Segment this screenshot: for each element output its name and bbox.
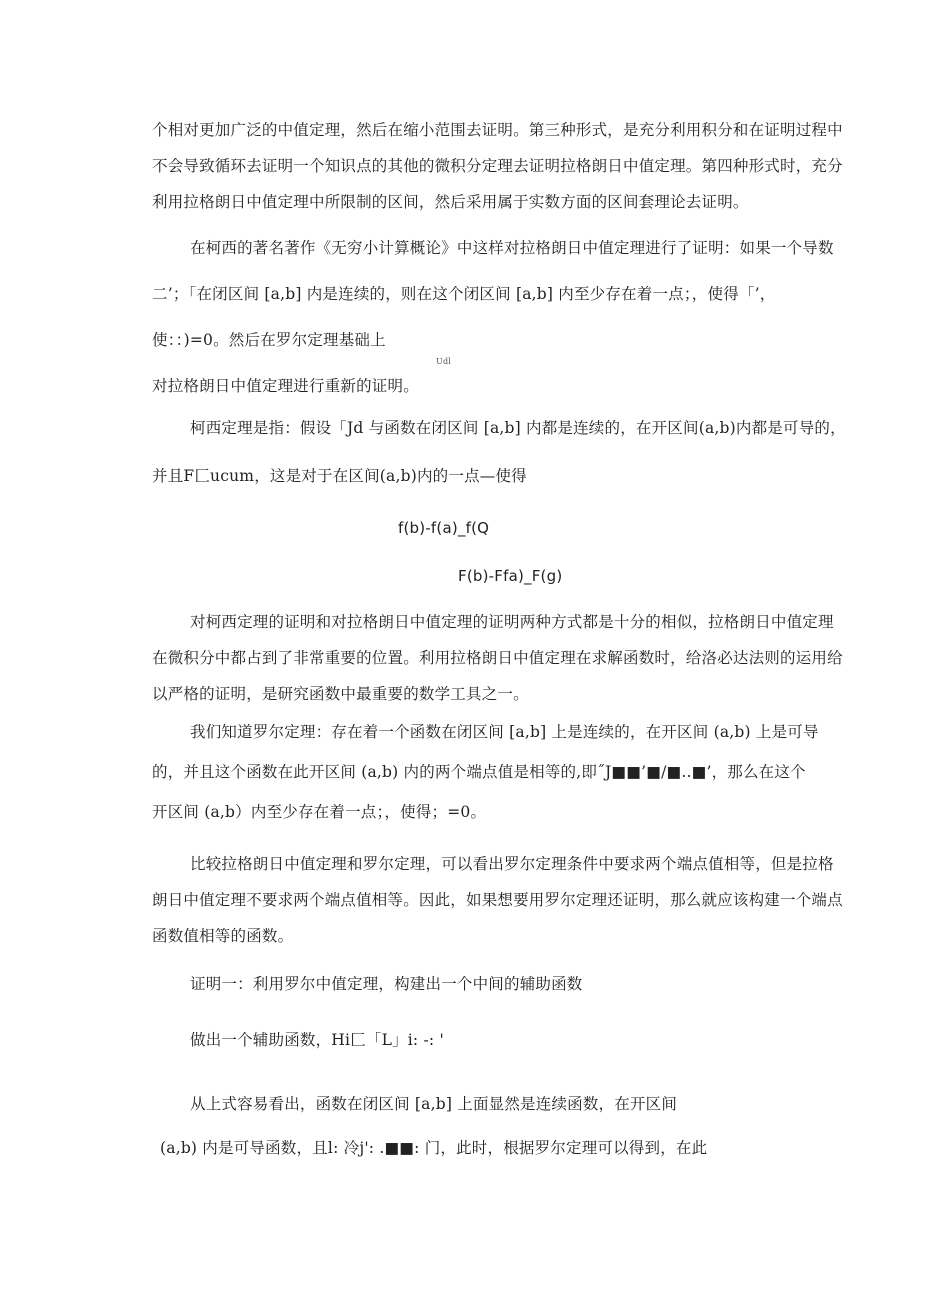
formula-fragment: Udl (436, 357, 452, 366)
equation-numerator: f(b)-f(a)_f(Q (398, 519, 490, 537)
text-line: 不会导致循环去证明一个知识点的其他的微积分定理去证明拉格朗日中值定理。第四种形式时，充分 (152, 157, 843, 175)
text-line: 的，并且这个函数在此开区间 (a,b) 内的两个端点值是相等的,即˝J■■’■/■..■’，那么在这个 (152, 763, 806, 781)
text-line: 对柯西定理的证明和对拉格朗日中值定理的证明两种方式都是十分的相似，拉格朗日中值定理 (190, 613, 834, 631)
text-line: 证明一：利用罗尔中值定理，构建出一个中间的辅助函数 (190, 975, 583, 993)
equation-denominator: F(b)-Ffa)_F(g) (458, 567, 563, 585)
text-line: 并且F匚ucum，这是对于在区间(a,b)内的一点—使得 (152, 467, 527, 485)
text-line: 在微积分中都占到了非常重要的位置。利用拉格朗日中值定理在求解函数时，给洛必达法则的运用给 (152, 649, 843, 667)
text-line: 比较拉格朗日中值定理和罗尔定理，可以看出罗尔定理条件中要求两个端点值相等，但是拉格 (190, 855, 834, 873)
text-line: 柯西定理是指：假设「Jd 与函数在闭区间 [a,b] 内都是连续的，在开区间(a,b)内都是可导的， (190, 419, 846, 437)
text-line: 我们知道罗尔定理：存在着一个函数在闭区间 [a,b] 上是连续的，在开区间 (a,b) 上是可导 (190, 723, 819, 741)
text-line: 函数值相等的函数。 (152, 927, 294, 945)
text-line: 做出一个辅助函数，Hi匚「L」i: -: ' (190, 1031, 444, 1049)
text-line: 二’；「在闭区间 [a,b] 内是连续的，则在这个闭区间 [a,b] 内至少存在着一点；，使得「’， (152, 285, 776, 303)
text-line: 对拉格朗日中值定理进行重新的证明。 (152, 377, 419, 395)
text-line: 开区间 (a,b）内至少存在着一点；，使得；=0。 (152, 803, 487, 821)
text-line: (a,b) 内是可导函数，且l: 冷j': .■■: 门，此时，根据罗尔定理可以得到，在此 (160, 1139, 708, 1157)
text-line: 利用拉格朗日中值定理中所限制的区间，然后采用属于实数方面的区间套理论去证明。 (152, 193, 749, 211)
text-line: 在柯西的著名著作《无穷小计算概论》中这样对拉格朗日中值定理进行了证明：如果一个导数 (190, 239, 834, 257)
text-line: 个相对更加广泛的中值定理，然后在缩小范围去证明。第三种形式，是充分利用积分和在证明过程中 (152, 121, 843, 139)
text-line: 朗日中值定理不要求两个端点值相等。因此，如果想要用罗尔定理还证明，那么就应该构建一个端点 (152, 891, 843, 909)
text-line: 从上式容易看出，函数在闭区间 [a,b] 上面显然是连续函数，在开区间 (190, 1095, 678, 1113)
text-line: 使：：)=0。然后在罗尔定理基础上 (152, 331, 386, 349)
text-line: 以严格的证明，是研究函数中最重要的数学工具之一。 (152, 685, 529, 703)
